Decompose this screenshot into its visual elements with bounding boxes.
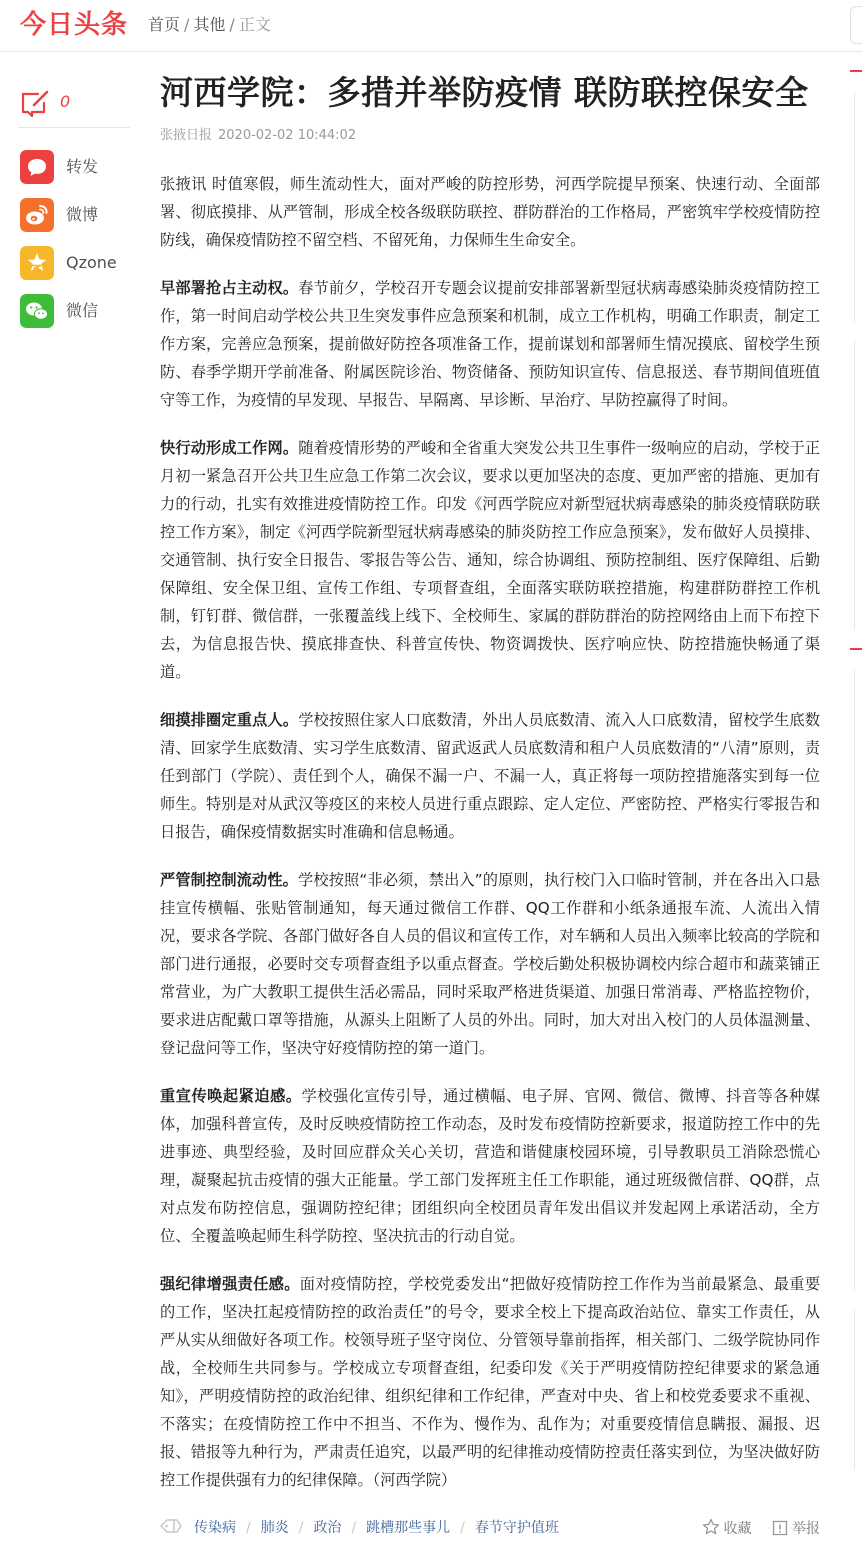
share-wechat-label: 微信 [66, 301, 99, 320]
favorite-button[interactable] [702, 1518, 752, 1539]
right-sidebar-accent [850, 648, 862, 650]
qzone-icon [20, 246, 54, 280]
paragraph-lead: 细摸排圈定重点人。 [160, 711, 299, 729]
breadcrumb-category[interactable]: 其他 [193, 15, 226, 34]
paragraph-lead: 强纪律增强责任感。 [160, 1275, 300, 1293]
breadcrumb-separator: / [184, 15, 190, 34]
article-tags [160, 1514, 820, 1542]
article-paragraph [160, 866, 820, 1062]
article-paragraph [160, 170, 820, 254]
tag-separator: / [460, 1520, 465, 1536]
comment-edit-icon [20, 88, 50, 118]
breadcrumb-current: 正文 [238, 15, 271, 34]
right-sidebar-panel [854, 92, 862, 322]
article-paragraph [160, 434, 820, 686]
comment-count: 0 [60, 92, 71, 111]
share-weibo-button[interactable] [18, 196, 130, 244]
star-icon [702, 1518, 720, 1536]
paragraph-text: 学校强化宣传引导，通过横幅、电子屏、官网、微信、微博、抖音等各种媒体，加强科普宣传，及时反映疫情防控工作动态，及时发布疫情防控新要求，报道防控工作中的先进事迹、典型经验，及时回应群众关心关切，营造和谐健康校园环境，引导教职员工消除恐慌心理，凝聚起抗击疫情的强大正能量。学工部门发挥班主任工作职能，通过班级微信群、QQ群，点对点发布防控信息，强调防控纪律；团组织向全校团员青年发出倡议并发起网上承诺活动，全方位、全覆盖唤起师生科学防控、坚决抗击的行动自觉。 [160, 1087, 821, 1245]
article-datetime: 2020-02-02 10:44:02 [218, 128, 357, 143]
comment-button[interactable] [18, 78, 130, 128]
share-qzone-label: Qzone [66, 253, 117, 272]
share-rail [18, 78, 130, 340]
share-qzone-button[interactable] [18, 244, 130, 292]
paragraph-text: 张掖讯 时值寒假，师生流动性大，面对严峻的防控形势，河西学院提早预案、快速行动、全面部署、彻底摸排、从严管制，形成全校各级联防联控、群防群治的工作格局，严密筑牢学校疫情防控防线，确保疫情防控不留空档、不留死角，力保师生生命安全。 [160, 175, 820, 249]
tag-link[interactable]: 政治 [313, 1520, 342, 1536]
tag-separator: / [298, 1520, 304, 1536]
article-paragraph [160, 1082, 820, 1250]
tag-link[interactable]: 跳槽那些事儿 [366, 1520, 451, 1536]
right-sidebar-accent [850, 70, 862, 72]
right-sidebar-panel [854, 670, 862, 1290]
article [160, 70, 820, 1514]
tag-separator: / [246, 1520, 251, 1536]
tag-link[interactable]: 肺炎 [260, 1520, 289, 1536]
report-button[interactable] [772, 1519, 820, 1539]
tag-separator: / [351, 1520, 357, 1536]
tag-icon [160, 1518, 182, 1534]
article-body [160, 170, 820, 1494]
paragraph-lead: 严管制控制流动性。 [160, 871, 299, 889]
paragraph-text: 春节前夕，学校召开专题会议提前安排部署新型冠状病毒感染肺炎疫情防控工作，第一时间启动学校公共卫生突发事件应急预案和机制，成立工作机构，明确工作职责，制定工作方案，完善应急预案，提前做好防控各项准备工作，提前谋划和部署师生情况摸底、留校学生预防、春季学期开学前准备、附属医院诊治、物资储备、预防知识宣传、信息报送、春节期间值班值守等工作，为疫情的早发现、早报告、早隔离、早诊断、早治疗、早防控赢得了时间。 [160, 279, 821, 409]
paragraph-text: 面对疫情防控，学校党委发出“把做好疫情防控工作作为当前最紧急、最重要的工作，坚决扛起疫情防控的政治责任”的号令，要求全校上下提高政治站位、靠实工作责任，从严从实从细做好各项工作。校领导班子坚守岗位、分管领导靠前指挥，相关部门、二级学院协同作战，全校师生共同参与。学校成立专项督查组，纪委印发《关于严明疫情防控纪律要求的紧急通知》，严明疫情防控的政治纪律、组织纪律和工作纪律，严查对中央、省上和校党委要求不重视、不落实；在疫情防控工作中不担当、不作为、慢作为、乱作为；对重要疫情信息瞒报、漏报、迟报、错报等九种行为，严肃责任追究，以最严明的纪律推动疫情防控责任落实到位，为坚决做好防控工作提供强有力的纪律保障。（河西学院） [160, 1275, 821, 1489]
paragraph-lead: 快行动形成工作网。 [160, 439, 299, 457]
article-paragraph [160, 274, 820, 414]
header-search-edge[interactable] [850, 6, 862, 44]
top-header [0, 0, 862, 52]
right-sidebar-panel [854, 1310, 862, 1470]
tag-list [194, 1518, 559, 1538]
article-meta [160, 126, 820, 146]
toutiao-logo[interactable]: 今日头条 [20, 10, 129, 40]
article-source[interactable]: 张掖日报 [160, 128, 213, 143]
share-weibo-label: 微博 [66, 205, 99, 224]
breadcrumb-home[interactable]: 首页 [148, 15, 181, 34]
tag-link[interactable]: 春节守护值班 [474, 1520, 559, 1536]
report-label: 举报 [792, 1521, 820, 1537]
share-repost-button[interactable] [18, 148, 130, 196]
favorite-label: 收藏 [723, 1521, 752, 1537]
breadcrumb-separator: / [229, 15, 235, 34]
paragraph-text: 学校按照住家人口底数清，外出人员底数清、流入人口底数清，留校学生底数清、回家学生底数清、实习学生底数清、留武返武人员底数清和租户人员底数清的“八清”原则，责任到部门（学院）、责任到个人，确保不漏一户、不漏一人，真正将每一项防控措施落实到每一位师生。特别是对从武汉等疫区的来校人员进行重点跟踪、定人定位、严密防控、严格实行零报告和日报告，确保疫情数据实时准确和信息畅通。 [160, 711, 821, 841]
article-title: 河西学院：多措并举防疫情 联防联控保安全 [160, 73, 809, 112]
share-repost-label: 转发 [66, 157, 99, 176]
right-sidebar-panel [854, 340, 862, 630]
paragraph-text: 学校按照“非必须，禁出入”的原则，执行校门入口临时管制，并在各出入口悬挂宣传横幅、张贴管制通知，每天通过微信工作群、QQ工作群和小纸条通报车流、人流出入情况，要求各学院、各部门做好各自人员的倡议和宣传工作，对车辆和人员出入频率比较高的学院和部门进行通报，必要时交专项督查组予以重点督查。学校后勤处积极协调校内综合超市和蔬菜铺正常营业，为广大教职工提供生活必需品，同时采取严格进货渠道、加强日常消毒、严格监控物价，要求进店配戴口罩等措施，从源头上阻断了人员的外出。同时，加大对出入校门的人员体温测量、登记盘问等工作，坚决守好疫情防控的第一道门。 [160, 871, 820, 1057]
breadcrumb [148, 14, 271, 36]
article-paragraph [160, 706, 820, 846]
tag-link[interactable]: 传染病 [194, 1520, 236, 1536]
paragraph-text: 随着疫情形势的严峻和全省重大突发公共卫生事件一级响应的启动，学校于正月初一紧急召开公共卫生应急工作第二次会议，要求以更加坚决的态度、更加严密的措施、更加有力的行动，扎实有效推进疫情防控工作。印发《河西学院应对新型冠状病毒感染的肺炎疫情联防联控工作方案》，制定《河西学院新型冠状病毒感染的肺炎防控工作应急预案》，发布做好人员摸排、交通管制、执行安全日报告、零报告等公告、通知，综合协调组、预防控制组、医疗保障组、后勤保障组、安全保卫组、宣传工作组、专项督查组，全面落实联防联控措施，构建群防群控工作机制，钉钉群、微信群，一张覆盖线上线下、全校师生、家属的群防群治的防控网络由上而下布控下去，为信息报告快、摸底排查快、科普宣传快、物资调拨快、医疗响应快、防控措施快畅通了渠道。 [160, 439, 821, 681]
article-paragraph [160, 1270, 820, 1494]
report-icon [772, 1520, 788, 1536]
share-wechat-button[interactable] [18, 292, 130, 340]
paragraph-lead: 早部署抢占主动权。 [160, 279, 299, 297]
repost-icon [20, 150, 54, 184]
paragraph-lead: 重宣传唤起紧迫感。 [160, 1087, 302, 1105]
article-actions [686, 1518, 820, 1539]
weibo-icon [20, 198, 54, 232]
wechat-icon [20, 294, 54, 328]
